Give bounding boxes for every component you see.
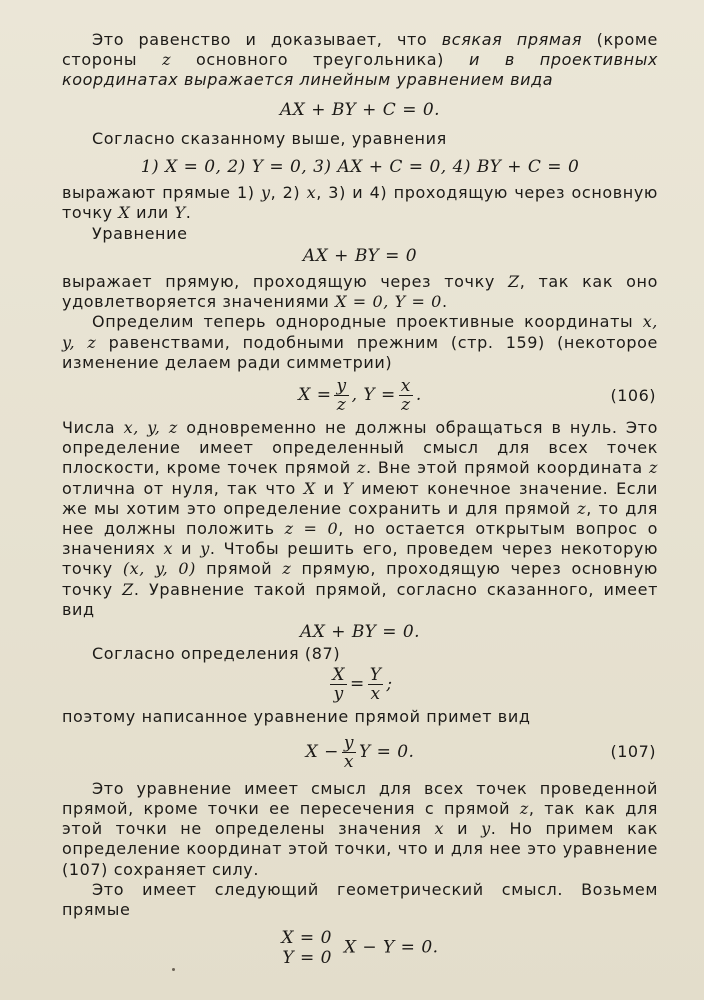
equation-number-106: (106) [610,385,656,405]
equation-number-107: (107) [610,742,656,762]
paragraph-9: поэтому написанное уравнение прямой примет вид [62,707,531,727]
paragraph-3: выражают прямые 1) y, 2) x, 3) и 4) проходящую через основную точку X или Y. [62,183,658,223]
paragraph-11: Это имеет следующий геометрический смысл. Возьмем прямые [62,879,658,919]
fraction-x-over-z: $\frac{x}{z}$ [400,376,411,416]
equation-2: 1) X = 0, 2) Y = 0, 3) AX + C = 0, 4) BY + C = 0 [140,157,580,178]
page-speck [172,968,175,971]
equation-106: X = $\frac{y}{z}$ , Y = $\frac{x}{z}$ . (106) [298,376,656,416]
fraction-y-over-z: $\frac{y}{z}$ [336,376,347,416]
fraction-X-over-y: $\frac{X}{y}$ [332,665,345,705]
equation-6: $\frac{X}{y}$ = $\frac{Y}{x}$ ; [332,665,393,705]
paragraph-8: Согласно определения (87) [92,644,341,664]
paragraph-6: Определим теперь однородные проективные координаты x, y, z равенствами, подобными прежним (стр. 159) (некоторое изменение делаем ради симметрии) [62,312,658,372]
equation-system: X = 0 Y = 0 X − Y = 0. [281,928,439,969]
page-text [62,30,658,968]
paragraph-2: Согласно сказанному выше, уравнения [92,128,447,148]
paragraph-5: выражает прямую, проходящую через точку Z, так как оно удовлетворяется значениями X = 0, Y = 0. [62,272,659,312]
fraction-y-over-x: $\frac{y}{x}$ [343,732,354,772]
equation-5: AX + BY = 0. [299,622,421,643]
paragraph-10: Это уравнение имеет смысл для всех точек проведенной прямой, кроме точки ее пересечения с прямой z, так как для этой точки не определены значения x и y. Но примем как определение координат этой точки, что и для нее это уравнение (107) сохраняет силу. [62,778,658,879]
equation-1: AX + BY + C = 0. [279,99,441,120]
paragraph-7: Числа x, y, z одновременно не должны обращаться в нуль. Это определение имеет определенный смысл для всех точек плоскости, кроме точек прямой z. Вне этой прямой координата z отлична от нуля, так что X и Y имеют конечное значение. Если же мы хотим это определение сохранить и для прямой z, то для нее должны положить z = 0, но остается открытым вопрос о значениях x и y. Чтобы решить его, проведем через некоторую точку (x, y, 0) прямой z прямую, проходящую через основную точку Z. Уравнение такой прямой, согласно сказанного, имеет вид [62,418,659,619]
equation-3: AX + BY = 0 [302,245,418,266]
paragraph-4: Уравнение [92,223,188,243]
fraction-Y-over-x: $\frac{Y}{x}$ [369,665,382,705]
equation-system-left: X = 0 Y = 0 [281,928,332,969]
paragraph-1: Это равенство и доказывает, что всякая прямая (кроме стороны z основного треугольника) и в проективных координатах выражается линейным уравнением вида [62,30,658,90]
equation-107: X − $\frac{y}{x}$ Y = 0. (107) [305,732,656,772]
